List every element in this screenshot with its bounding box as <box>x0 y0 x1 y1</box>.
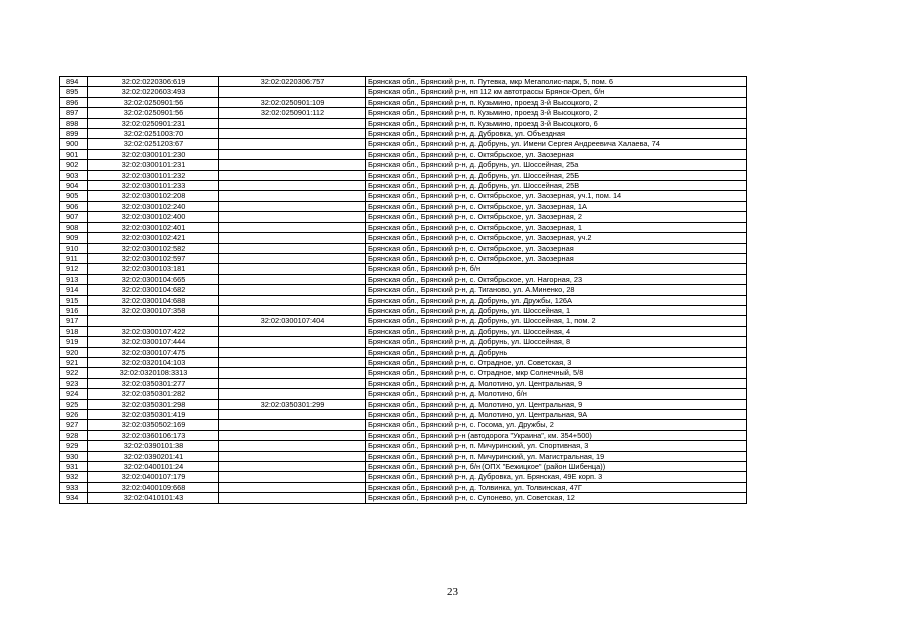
cadastral-number-cell: 32:02:0350301:282 <box>88 389 219 399</box>
cadastral-number-cell: 32:02:0250901:56 <box>88 108 219 118</box>
premises-number-cell: 32:02:0250901:109 <box>219 97 366 107</box>
row-number-cell: 909 <box>60 233 88 243</box>
table-row <box>60 87 747 97</box>
premises-number-cell <box>219 493 366 503</box>
row-number-cell: 930 <box>60 451 88 461</box>
address-cell: Брянская обл., Брянский р-н, с. Октябрьское, ул. Заозерная, 2 <box>366 212 747 222</box>
address-cell: Брянская обл., Брянский р-н, п. Кузьмино, проезд 3-й Высоцкого, 2 <box>366 108 747 118</box>
table-row <box>60 191 747 201</box>
premises-number-cell <box>219 482 366 492</box>
premises-number-cell: 32:02:0250901:112 <box>219 108 366 118</box>
row-number-cell: 929 <box>60 441 88 451</box>
premises-number-cell: 32:02:0300107:404 <box>219 316 366 326</box>
address-cell: Брянская обл., Брянский р-н, б/н (ОПХ "Бежицкое" (район Шибенца)) <box>366 462 747 472</box>
cadastral-number-cell: 32:02:0300103:181 <box>88 264 219 274</box>
cadastral-number-cell: 32:02:0220306:619 <box>88 77 219 87</box>
row-number-cell: 918 <box>60 326 88 336</box>
address-cell: Брянская обл., Брянский р-н, д. Добрунь, ул. Дружбы, 126А <box>366 295 747 305</box>
cadastral-number-cell: 32:02:0320108:3313 <box>88 368 219 378</box>
premises-number-cell <box>219 420 366 430</box>
row-number-cell: 928 <box>60 430 88 440</box>
table-row <box>60 295 747 305</box>
cadastral-number-cell: 32:02:0400107:179 <box>88 472 219 482</box>
address-cell: Брянская обл., Брянский р-н, д. Добрунь, ул. Шоссейная, 4 <box>366 326 747 336</box>
cadastral-number-cell: 32:02:0300102:208 <box>88 191 219 201</box>
table-row <box>60 118 747 128</box>
table-row <box>60 253 747 263</box>
premises-number-cell <box>219 191 366 201</box>
address-cell: Брянская обл., Брянский р-н, д. Добрунь <box>366 347 747 357</box>
premises-number-cell: 32:02:0350301:299 <box>219 399 366 409</box>
cadastral-number-cell: 32:02:0300102:582 <box>88 243 219 253</box>
cadastral-number-cell: 32:02:0350502:169 <box>88 420 219 430</box>
row-number-cell: 908 <box>60 222 88 232</box>
row-number-cell: 923 <box>60 378 88 388</box>
cadastral-number-cell: 32:02:0300102:400 <box>88 212 219 222</box>
table-row <box>60 160 747 170</box>
table-row <box>60 399 747 409</box>
address-cell: Брянская обл., Брянский р-н, д. Добрунь, ул. Шоссейная, 8 <box>366 337 747 347</box>
row-number-cell: 933 <box>60 482 88 492</box>
address-cell: Брянская обл., Брянский р-н, д. Тиганово, ул. А.Миненко, 28 <box>366 285 747 295</box>
premises-number-cell <box>219 410 366 420</box>
table-row <box>60 326 747 336</box>
table-row <box>60 212 747 222</box>
address-cell: Брянская обл., Брянский р-н, с. Октябрьское, ул. Заозерная, уч.1, пом. 14 <box>366 191 747 201</box>
premises-number-cell <box>219 87 366 97</box>
table-row <box>60 430 747 440</box>
table-row <box>60 181 747 191</box>
table-row <box>60 170 747 180</box>
premises-number-cell <box>219 139 366 149</box>
table-row <box>60 274 747 284</box>
premises-number-cell <box>219 337 366 347</box>
address-cell: Брянская обл., Брянский р-н, д. Добрунь, ул. Шоссейная, 25а <box>366 160 747 170</box>
row-number-cell: 920 <box>60 347 88 357</box>
table-row <box>60 410 747 420</box>
cadastral-number-cell: 32:02:0410101:43 <box>88 493 219 503</box>
table-row <box>60 243 747 253</box>
address-cell: Брянская обл., Брянский р-н, д. Добрунь, ул. Шоссейная, 25В <box>366 181 747 191</box>
address-cell: Брянская обл., Брянский р-н, с. Октябрьское, ул. Заозерная, уч.2 <box>366 233 747 243</box>
row-number-cell: 897 <box>60 108 88 118</box>
premises-number-cell <box>219 451 366 461</box>
row-number-cell: 900 <box>60 139 88 149</box>
row-number-cell: 931 <box>60 462 88 472</box>
cadastral-number-cell: 32:02:0300102:421 <box>88 233 219 243</box>
table-row <box>60 378 747 388</box>
row-number-cell: 899 <box>60 129 88 139</box>
row-number-cell: 924 <box>60 389 88 399</box>
cadastral-number-cell: 32:02:0400101:24 <box>88 462 219 472</box>
cadastral-number-cell: 32:02:0300107:358 <box>88 305 219 315</box>
row-number-cell: 903 <box>60 170 88 180</box>
table-row <box>60 462 747 472</box>
address-cell: Брянская обл., Брянский р-н, д. Толвинка, ул. Толвинская, 47Г <box>366 482 747 492</box>
row-number-cell: 898 <box>60 118 88 128</box>
premises-number-cell <box>219 378 366 388</box>
premises-number-cell <box>219 264 366 274</box>
address-cell: Брянская обл., Брянский р-н (автодорога "Украина", км. 354+500) <box>366 430 747 440</box>
row-number-cell: 896 <box>60 97 88 107</box>
address-cell: Брянская обл., Брянский р-н, д. Молотино, ул. Центральная, 9А <box>366 410 747 420</box>
table-row <box>60 139 747 149</box>
table-row <box>60 347 747 357</box>
cadastral-number-cell: 32:02:0250901:56 <box>88 97 219 107</box>
premises-number-cell <box>219 243 366 253</box>
address-cell: Брянская обл., Брянский р-н, с. Октябрьское, ул. Нагорная, 23 <box>366 274 747 284</box>
table-row <box>60 233 747 243</box>
address-cell: Брянская обл., Брянский р-н, с. Отрадное, мкр Солнечный, 5/8 <box>366 368 747 378</box>
table-row <box>60 482 747 492</box>
premises-number-cell <box>219 357 366 367</box>
row-number-cell: 912 <box>60 264 88 274</box>
row-number-cell: 895 <box>60 87 88 97</box>
table-row <box>60 316 747 326</box>
address-cell: Брянская обл., Брянский р-н, с. Октябрьское, ул. Заозерная, 1 <box>366 222 747 232</box>
table-row <box>60 389 747 399</box>
address-cell: Брянская обл., Брянский р-н, с. Супонево, ул. Советская, 12 <box>366 493 747 503</box>
address-cell: Брянская обл., Брянский р-н, с. Октябрьское, ул. Заозерная <box>366 149 747 159</box>
row-number-cell: 907 <box>60 212 88 222</box>
premises-number-cell <box>219 441 366 451</box>
address-cell: Брянская обл., Брянский р-н, д. Молотино, ул. Центральная, 9 <box>366 399 747 409</box>
premises-number-cell <box>219 472 366 482</box>
address-cell: Брянская обл., Брянский р-н, с. Октябрьское, ул. Заозерная, 1А <box>366 201 747 211</box>
cadastral-number-cell: 32:02:0350301:277 <box>88 378 219 388</box>
table-row <box>60 451 747 461</box>
cadastral-number-cell: 32:02:0251203:67 <box>88 139 219 149</box>
row-number-cell: 902 <box>60 160 88 170</box>
cadastral-number-cell: 32:02:0400109:668 <box>88 482 219 492</box>
premises-number-cell <box>219 368 366 378</box>
table-row <box>60 472 747 482</box>
row-number-cell: 925 <box>60 399 88 409</box>
table-row <box>60 77 747 87</box>
address-cell: Брянская обл., Брянский р-н, с. Отрадное, ул. Советская, 3 <box>366 357 747 367</box>
table-row <box>60 97 747 107</box>
cadastral-number-cell: 32:02:0300107:444 <box>88 337 219 347</box>
address-cell: Брянская обл., Брянский р-н, д. Молотино, ул. Центральная, 9 <box>366 378 747 388</box>
cadastral-number-cell: 32:02:0300107:475 <box>88 347 219 357</box>
table-row <box>60 285 747 295</box>
address-cell: Брянская обл., Брянский р-н, д. Добрунь, ул. Шоссейная, 1, пом. 2 <box>366 316 747 326</box>
table-row <box>60 441 747 451</box>
premises-number-cell <box>219 212 366 222</box>
row-number-cell: 932 <box>60 472 88 482</box>
cadastral-number-cell: 32:02:0320104:103 <box>88 357 219 367</box>
table-row <box>60 337 747 347</box>
table-row <box>60 264 747 274</box>
row-number-cell: 916 <box>60 305 88 315</box>
table-row <box>60 493 747 503</box>
premises-number-cell <box>219 149 366 159</box>
row-number-cell: 905 <box>60 191 88 201</box>
address-cell: Брянская обл., Брянский р-н, д. Добрунь, ул. Шоссейная, 25Б <box>366 170 747 180</box>
address-cell: Брянская обл., Брянский р-н, с. Октябрьское, ул. Заозерная <box>366 253 747 263</box>
row-number-cell: 894 <box>60 77 88 87</box>
cadastral-number-cell: 32:02:0300104:688 <box>88 295 219 305</box>
address-cell: Брянская обл., Брянский р-н, с. Октябрьское, ул. Заозерная <box>366 243 747 253</box>
premises-number-cell <box>219 118 366 128</box>
table-row <box>60 357 747 367</box>
row-number-cell: 926 <box>60 410 88 420</box>
cadastral-number-cell: 32:02:0350301:298 <box>88 399 219 409</box>
cadastral-number-cell: 32:02:0300101:233 <box>88 181 219 191</box>
cadastral-number-cell: 32:02:0250901:231 <box>88 118 219 128</box>
row-number-cell: 911 <box>60 253 88 263</box>
cadastral-number-cell: 32:02:0300107:422 <box>88 326 219 336</box>
address-cell: Брянская обл., Брянский р-н, п. Путевка, мкр Мегаполис-парк, 5, пом. 6 <box>366 77 747 87</box>
cadastral-number-cell: 32:02:0300101:231 <box>88 160 219 170</box>
address-cell: Брянская обл., Брянский р-н, д. Молотино, б/н <box>366 389 747 399</box>
table-row <box>60 129 747 139</box>
cadastral-number-cell: 32:02:0390201:41 <box>88 451 219 461</box>
premises-number-cell <box>219 430 366 440</box>
row-number-cell: 914 <box>60 285 88 295</box>
table-row <box>60 420 747 430</box>
premises-number-cell <box>219 233 366 243</box>
table-body <box>60 77 747 504</box>
cadastral-number-cell <box>88 316 219 326</box>
row-number-cell: 910 <box>60 243 88 253</box>
cadastral-number-cell: 32:02:0300104:682 <box>88 285 219 295</box>
cadastral-number-cell: 32:02:0300102:401 <box>88 222 219 232</box>
cadastral-number-cell: 32:02:0251003:70 <box>88 129 219 139</box>
premises-number-cell: 32:02:0220306:757 <box>219 77 366 87</box>
cadastral-number-cell: 32:02:0300104:665 <box>88 274 219 284</box>
premises-number-cell <box>219 305 366 315</box>
address-cell: Брянская обл., Брянский р-н, п. Мичуринский, ул. Спортивная, 3 <box>366 441 747 451</box>
premises-number-cell <box>219 274 366 284</box>
cadastral-number-cell: 32:02:0350301:419 <box>88 410 219 420</box>
cadastral-number-cell: 32:02:0220603:493 <box>88 87 219 97</box>
address-cell: Брянская обл., Брянский р-н, д. Дубровка, ул. Объездная <box>366 129 747 139</box>
row-number-cell: 922 <box>60 368 88 378</box>
address-cell: Брянская обл., Брянский р-н, д. Добрунь, ул. Шоссейная, 1 <box>366 305 747 315</box>
premises-number-cell <box>219 253 366 263</box>
address-cell: Брянская обл., Брянский р-н, п. Кузьмино, проезд 3-й Высоцкого, 2 <box>366 97 747 107</box>
row-number-cell: 917 <box>60 316 88 326</box>
cadastral-number-cell: 32:02:0360106:173 <box>88 430 219 440</box>
address-cell: Брянская обл., Брянский р-н, д. Дубровка, ул. Брянская, 49Е корп. 3 <box>366 472 747 482</box>
row-number-cell: 904 <box>60 181 88 191</box>
table-row <box>60 201 747 211</box>
table-row <box>60 222 747 232</box>
premises-number-cell <box>219 389 366 399</box>
address-cell: Брянская обл., Брянский р-н, д. Добрунь, ул. Имени Сергея Андреевича Халаева, 74 <box>366 139 747 149</box>
address-cell: Брянская обл., Брянский р-н, нп 112 км автотрассы Брянск-Орел, б/н <box>366 87 747 97</box>
cadastral-number-cell: 32:02:0300102:597 <box>88 253 219 263</box>
row-number-cell: 921 <box>60 357 88 367</box>
row-number-cell: 901 <box>60 149 88 159</box>
table-row <box>60 305 747 315</box>
premises-number-cell <box>219 222 366 232</box>
premises-number-cell <box>219 129 366 139</box>
cadastral-number-cell: 32:02:0390101:38 <box>88 441 219 451</box>
row-number-cell: 913 <box>60 274 88 284</box>
table-row <box>60 368 747 378</box>
cadastral-table <box>59 76 747 504</box>
premises-number-cell <box>219 462 366 472</box>
address-cell: Брянская обл., Брянский р-н, б/н <box>366 264 747 274</box>
premises-number-cell <box>219 201 366 211</box>
cadastral-number-cell: 32:02:0300101:230 <box>88 149 219 159</box>
cadastral-number-cell: 32:02:0300102:240 <box>88 201 219 211</box>
row-number-cell: 919 <box>60 337 88 347</box>
address-cell: Брянская обл., Брянский р-н, п. Кузьмино, проезд 3-й Высоцкого, 6 <box>366 118 747 128</box>
cadastral-number-cell: 32:02:0300101:232 <box>88 170 219 180</box>
premises-number-cell <box>219 181 366 191</box>
row-number-cell: 927 <box>60 420 88 430</box>
premises-number-cell <box>219 170 366 180</box>
premises-number-cell <box>219 326 366 336</box>
premises-number-cell <box>219 285 366 295</box>
address-cell: Брянская обл., Брянский р-н, п. Мичуринский, ул. Магистральная, 19 <box>366 451 747 461</box>
table-row <box>60 108 747 118</box>
table-row <box>60 149 747 159</box>
page-number: 23 <box>447 586 458 598</box>
row-number-cell: 934 <box>60 493 88 503</box>
premises-number-cell <box>219 160 366 170</box>
premises-number-cell <box>219 347 366 357</box>
address-cell: Брянская обл., Брянский р-н, с. Госома, ул. Дружбы, 2 <box>366 420 747 430</box>
row-number-cell: 906 <box>60 201 88 211</box>
row-number-cell: 915 <box>60 295 88 305</box>
premises-number-cell <box>219 295 366 305</box>
